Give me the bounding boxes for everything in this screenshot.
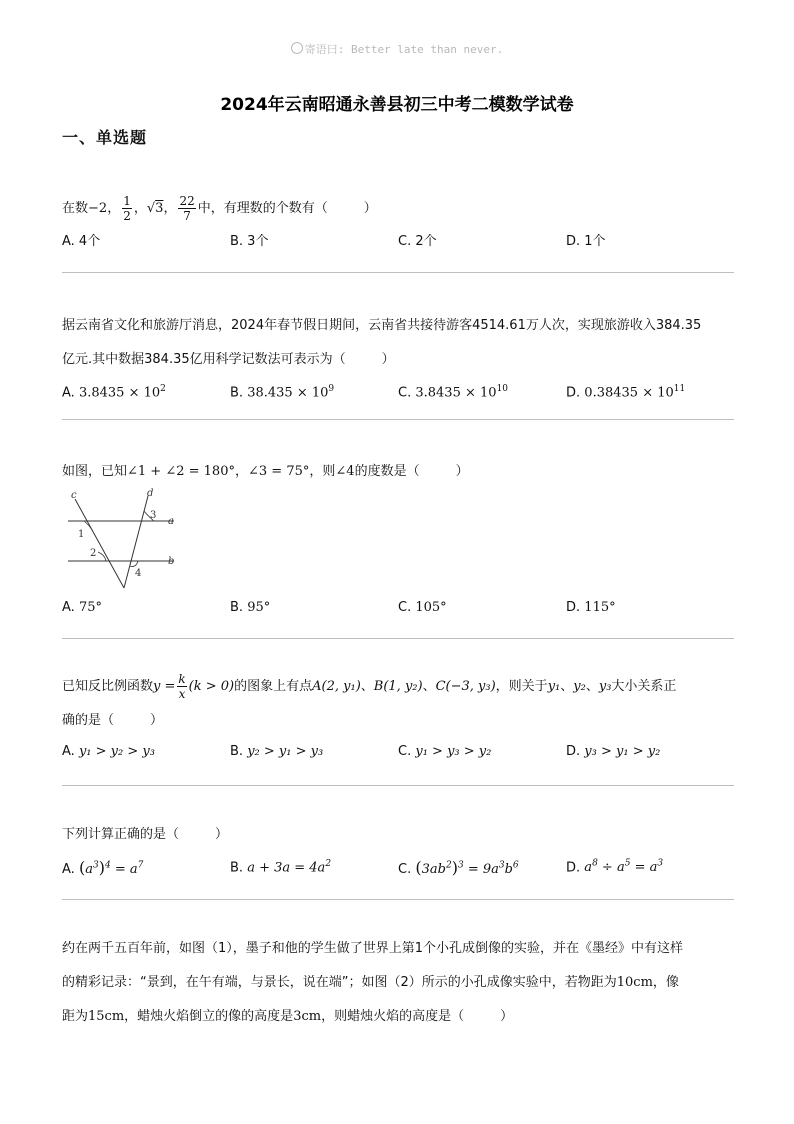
q4-func-lhs: y = <box>153 679 176 694</box>
question-6 <box>62 932 734 1034</box>
divider <box>62 899 734 900</box>
q1-fraction-1 <box>122 194 132 223</box>
q3-c-label: C. <box>398 599 412 615</box>
q2-option-a[interactable]: A. $3.8435 \times 10^2$ <box>62 383 166 401</box>
q4-y2: y₂ <box>573 679 586 694</box>
divider <box>62 272 734 273</box>
q3-d-value: 115° <box>584 599 616 615</box>
q5-b-exp: 2 <box>325 858 332 869</box>
q1-options <box>62 226 734 252</box>
q5-c-lhs: 3ab <box>421 861 446 877</box>
q3-option-b[interactable] <box>230 600 398 615</box>
angle-3-label: 3 <box>150 510 157 521</box>
question-4 <box>62 670 734 764</box>
q6-line2-a: 的精彩记录：“景到，在午有端，与景长，说在端”；如图（2）所示的小孔成像实验中，若物距为 <box>62 975 617 990</box>
q4-point-a: A(2, y₁) <box>312 679 361 694</box>
q1-option-a[interactable]: A. 4个 <box>62 233 101 249</box>
q6-line2 <box>62 966 734 1000</box>
angle-2-label: 2 <box>90 548 97 559</box>
q1-close: ） <box>363 201 377 216</box>
q4-sep: 、 <box>560 679 574 694</box>
q4-tail2: 大小关系正 <box>611 679 677 694</box>
q4-c-label: C. <box>398 743 412 759</box>
q4-options <box>62 738 734 764</box>
q4-condition: (k > 0) <box>188 679 235 694</box>
motto <box>0 41 794 57</box>
q5-d-exp2: 5 <box>624 858 631 869</box>
q3-prefix: 如图，已知 <box>62 464 128 479</box>
q3-condition-2: ∠3 = 75° <box>248 464 310 479</box>
q2-option-d[interactable]: D. $0.38435 \times 10^{11}$ <box>566 383 686 401</box>
q5-d-exp1: 8 <box>592 858 598 869</box>
q3-sep: ， <box>234 464 248 479</box>
line-c <box>75 499 124 588</box>
q4-frac-num: k <box>178 672 186 686</box>
q2-c-exp: 10 <box>496 383 509 394</box>
q5-c-rhs-mid: b <box>504 861 513 877</box>
q4-d-value: y₃ > y₁ > y₂ <box>584 743 661 759</box>
q3-options-wrap <box>62 594 734 620</box>
divider <box>62 419 734 420</box>
q5-a-outer-exp: 4 <box>104 860 111 871</box>
q2-line2 <box>62 343 734 377</box>
q5-c-rhs-exp1: 3 <box>498 860 505 871</box>
q6-line3-a: 距为 <box>62 1009 89 1024</box>
q2-c-label: C. <box>398 385 412 401</box>
q4-b-value: y₂ > y₁ > y₃ <box>247 743 324 759</box>
question-1-stem: 在数−2， $\frac{1}{2}$ ，√3， $\frac{22}{7}$ 中，有理数的个数有（ ） <box>62 194 377 223</box>
q2-line1: 据云南省文化和旅游厅消息，2024年春节假日期间，云南省共接待游客4514.61万人次，实现旅游收入384.35 <box>62 318 702 333</box>
q6-line3-b: ，蜡烛火焰倒立的像的高度是 <box>124 1009 294 1024</box>
q5-b-value: a + 3a = 4a <box>247 860 326 876</box>
q5-options <box>62 852 734 882</box>
q2-c-mantissa: 3.8435 <box>415 385 461 401</box>
q5-option-d[interactable] <box>566 859 734 875</box>
q4-y1: y₁ <box>547 679 561 694</box>
q1-prefix: 在数 <box>62 201 89 216</box>
q4-fraction <box>177 672 186 701</box>
q1-suffix: 中，有理数的个数有（ <box>197 201 328 216</box>
q4-sep: 、 <box>585 679 599 694</box>
q3-figure <box>62 488 182 592</box>
q5-stem-text: 下列计算正确的是（ <box>62 827 180 842</box>
q1-sqrt-val: 3 <box>155 201 164 216</box>
q2-options <box>62 379 734 405</box>
q4-tail1: ，则关于 <box>495 679 548 694</box>
q2-a-exp: 2 <box>160 383 166 394</box>
angle-4-label: 4 <box>135 568 142 579</box>
q3-option-d[interactable] <box>566 600 734 615</box>
q6-line1: 约在两千五百年前，如图（1），墨子和他的学生做了世界上第1个小孔成倒像的实验，并在《墨经》中有这样 <box>62 941 684 956</box>
q5-d-op: ÷ a <box>597 860 625 876</box>
q1-frac2-den: 7 <box>183 209 191 223</box>
q4-option-d[interactable] <box>566 744 734 759</box>
q4-line2-text: 确的是（ <box>62 713 115 728</box>
question-2-stem <box>62 309 734 377</box>
q2-option-b[interactable]: B. $38.435 \times 10^9$ <box>230 383 335 401</box>
q5-option-a[interactable]: A. $(a^3)^4 = a^7$ <box>62 857 144 877</box>
q6-object-distance: 10cm <box>616 975 653 990</box>
q5-c-rhs-exp2: 6 <box>512 860 519 871</box>
q3-b-value: 95° <box>247 599 271 615</box>
question-2 <box>62 309 734 405</box>
question-4-stem <box>62 670 734 738</box>
motto-text: 寄语曰: Better late than never. <box>304 43 504 56</box>
q3-option-c[interactable] <box>398 600 566 615</box>
q4-d-label: D. <box>566 743 581 759</box>
q3-target: ∠4 <box>335 464 355 479</box>
q4-option-a[interactable] <box>62 744 230 759</box>
label-d: d <box>147 488 154 499</box>
q2-d-label: D. <box>566 385 581 401</box>
q4-frac-den: x <box>178 687 186 701</box>
q2-option-c[interactable]: C. $3.8435 \times 10^{10}$ <box>398 383 509 401</box>
q2-d-exp: 11 <box>673 383 686 394</box>
q5-a-base: a <box>85 861 93 877</box>
q3-a-label: A. <box>62 599 75 615</box>
q6-line2-b: ，像 <box>652 975 679 990</box>
q5-d-exp3: 3 <box>657 858 664 869</box>
divider <box>62 638 734 639</box>
q4-b-label: B. <box>230 743 244 759</box>
q2-a-mantissa: 3.8435 <box>78 385 125 401</box>
q4-option-c[interactable] <box>398 744 566 759</box>
q4-y3: y₃ <box>598 679 612 694</box>
q2-d-mantissa: 0.38435 <box>584 385 639 401</box>
q5-option-b[interactable] <box>230 859 398 875</box>
q4-line2 <box>62 704 734 738</box>
question-1 <box>62 192 734 252</box>
q5-d-label: D. <box>566 860 581 876</box>
q5-a-rhs-exp: 7 <box>137 860 144 871</box>
q5-a-inner-exp: 3 <box>92 860 99 871</box>
question-5 <box>62 818 734 882</box>
smile-icon <box>291 42 303 54</box>
q5-c-rhs: = 9a <box>467 861 499 877</box>
q5-a-label: A. <box>62 861 75 877</box>
question-3-stem <box>62 455 734 489</box>
label-a: a <box>168 516 174 527</box>
q1-frac1-den: 2 <box>123 209 131 223</box>
q4-a-label: A. <box>62 743 75 759</box>
divider <box>62 785 734 786</box>
q3-condition-1: ∠1 + ∠2 = 180° <box>127 464 235 479</box>
q6-line3 <box>62 1000 734 1034</box>
q6-image-height: 3cm <box>293 1009 322 1024</box>
q3-option-a[interactable] <box>62 600 230 615</box>
label-c: c <box>71 490 77 501</box>
q5-option-c[interactable]: C. $(3ab^2)^3 = 9a^3b^6$ <box>398 857 519 877</box>
q4-point-b: B(1, y₂) <box>373 679 423 694</box>
q1-number: −2 <box>88 201 108 216</box>
q1-frac1-num: 1 <box>123 194 131 208</box>
q5-a-rhs: = a <box>114 861 138 877</box>
angle-1-label: 1 <box>78 529 85 540</box>
q5-close: ） <box>215 827 229 842</box>
q2-b-exp: 9 <box>328 383 335 394</box>
q2-close: ） <box>381 352 395 367</box>
q6-close: ） <box>500 1009 514 1024</box>
q4-prefix: 已知反比例函数 <box>62 679 154 694</box>
q3-c-value: 105° <box>415 599 447 615</box>
q1-option-c[interactable]: C. 2个 <box>398 233 437 249</box>
q6-line3-c: ，则蜡烛火焰的高度是（ <box>321 1009 465 1024</box>
q5-b-label: B. <box>230 860 244 876</box>
q4-mid: 的图象上有点 <box>234 679 313 694</box>
q5-d-a: a <box>584 860 593 876</box>
label-b: b <box>168 556 175 567</box>
q4-sep: 、 <box>360 679 374 694</box>
q5-c-label: C. <box>398 861 412 877</box>
q1-sqrt: √3 <box>146 201 164 216</box>
q3-close: ） <box>455 464 469 479</box>
q3-b-label: B. <box>230 599 244 615</box>
q4-a-value: y₁ > y₂ > y₃ <box>78 743 155 759</box>
q4-sep: 、 <box>422 679 436 694</box>
q4-close: ） <box>150 713 164 728</box>
q3-suffix: 的度数是（ <box>354 464 420 479</box>
q6-image-distance: 15cm <box>88 1009 125 1024</box>
q2-line2-text: 亿元.其中数据384.35亿用科学记数法可表示为（ <box>62 352 346 367</box>
question-3 <box>62 455 734 489</box>
q1-fraction-2 <box>178 194 195 223</box>
q5-c-outer-exp: 3 <box>457 860 464 871</box>
q1-option-b[interactable]: B. 3个 <box>230 233 269 249</box>
q2-b-label: B. <box>230 385 244 401</box>
q3-d-label: D. <box>566 599 581 615</box>
q3-a-value: 75° <box>78 599 102 615</box>
section-heading: 一、单选题 <box>62 128 148 147</box>
q2-b-mantissa: 38.435 <box>247 385 293 401</box>
q4-option-b[interactable] <box>230 744 398 759</box>
q5-c-inner-exp: 2 <box>445 860 452 871</box>
q5-d-rhs: = a <box>630 860 658 876</box>
q1-frac2-num: 22 <box>179 194 195 208</box>
q3-options <box>62 594 734 620</box>
q3-mid: ，则 <box>309 464 336 479</box>
question-5-stem <box>62 818 734 852</box>
page-title: 2024年云南昭通永善县初三中考二模数学试卷 <box>220 95 574 115</box>
q4-c-value: y₁ > y₃ > y₂ <box>415 743 492 759</box>
q4-point-c: C(−3, y₃) <box>435 679 496 694</box>
q2-a-label: A. <box>62 385 75 401</box>
q1-option-d[interactable]: D. 1个 <box>566 233 606 249</box>
